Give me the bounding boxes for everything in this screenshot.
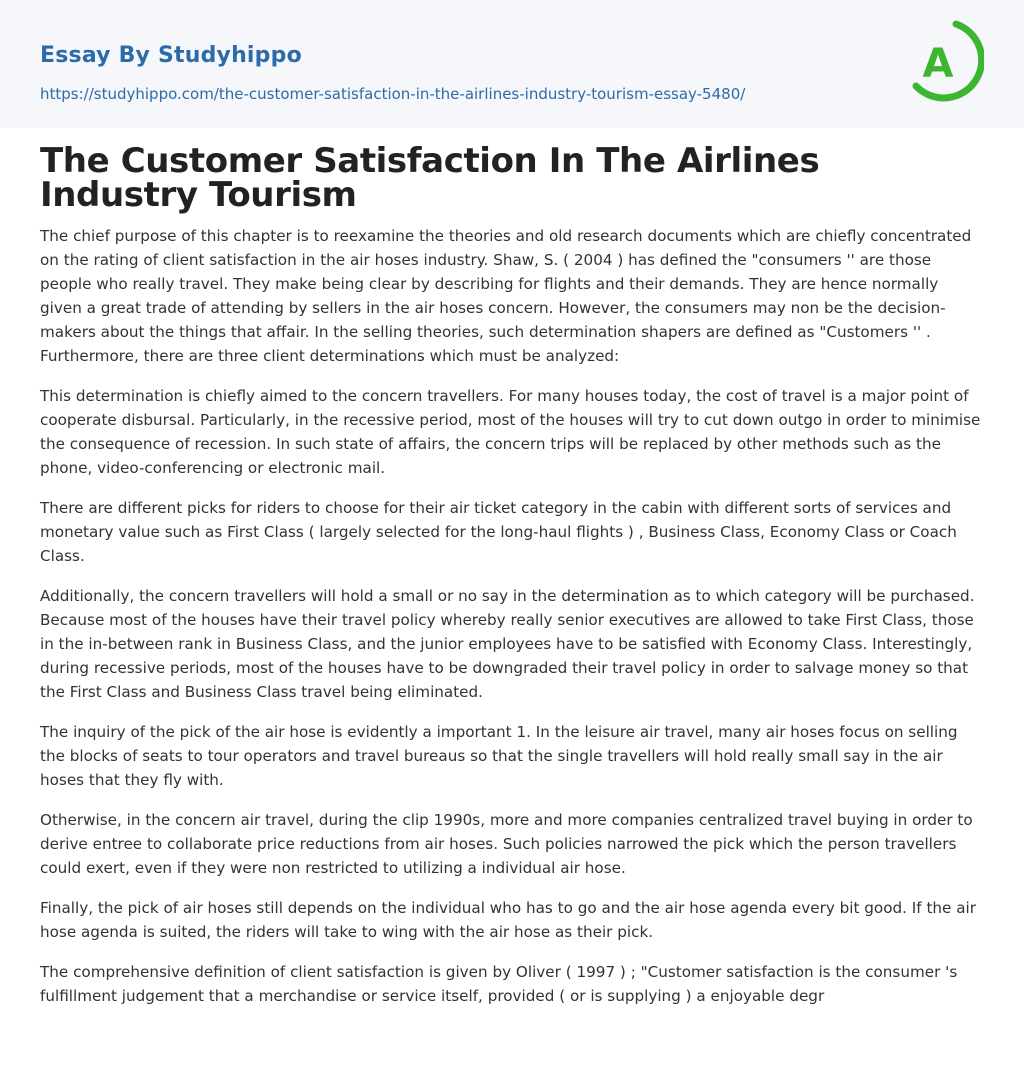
site-header	[0, 0, 1024, 128]
essay-paragraph: The inquiry of the pick of the air hose is evidently a important 1. In the leisure air travel, many air hoses focus on selling the blocks of seats to tour operators and travel bureaus so that the single travellers will hold really small say in the air hoses that they fly with.	[40, 723, 958, 789]
essay-paragraph: Additionally, the concern travellers will hold a small or no say in the determination as to which category will be purchased. Because most of the houses have their travel policy whereby really senior executives are allowed to take First Class, those in the in-between rank in Business Class, and the junior employees have to be satisfied with Economy Class. Interestingly, during recessive periods, most of the houses have to be downgraded their travel policy in order to salvage money so that the First Class and Business Class travel being eliminated.	[40, 587, 975, 701]
site-title: Essay By Studyhippo	[40, 43, 302, 68]
essay-paragraph: The chief purpose of this chapter is to reexamine the theories and old research documents which are chiefly concentrated on the rating of client satisfaction in the air hoses industry. Shaw, S. ( 2004 ) has defined the "consumers '' are those people who really travel. They make being clear by describing for flights and their demands. They are hence normally given a great trade of attending by sellers in the air hoses concern. However, the consumers may non be the decision-makers about the things that affair. In the selling theories, such determination shapers are defined as "Customers '' . Furthermore, there are three client determinations which must be analyzed:	[40, 227, 972, 365]
essay-paragraph: The comprehensive definition of client satisfaction is given by Oliver ( 1997 ) ; "Customer satisfaction is the consumer 's fulfillment judgement that a merchandise or service itself, provided ( or is supplying ) a enjoyable degr	[40, 963, 958, 1005]
essay-paragraph: This determination is chiefly aimed to the concern travellers. For many houses today, the cost of travel is a major point of cooperate disbursal. Particularly, in the recessive period, most of the houses will try to cut down outgo in order to minimise the consequence of recession. In such state of affairs, the concern trips will be replaced by other methods such as the phone, video-conferencing or electronic mail.	[40, 387, 981, 477]
essay-paragraph: Finally, the pick of air hoses still depends on the individual who has to go and the air hose agenda every bit good. If the air hose agenda is suited, the riders will take to wing with the air hose as their pick.	[40, 899, 976, 941]
essay-title: The Customer Satisfaction In The Airlines Industry Tourism	[40, 141, 820, 215]
essay-content	[0, 128, 1024, 1008]
essay-body	[40, 224, 984, 1008]
essay-paragraph: Otherwise, in the concern air travel, during the clip 1990s, more and more companies centralized travel buying in order to derive entree to collaborate price reductions from air hoses. Such policies narrowed the pick which the person travellers could exert, even if they were non restricted to utilizing a individual air hose.	[40, 811, 973, 877]
essay-url-link[interactable]: https://studyhippo.com/the-customer-satisfaction-in-the-airlines-industry-tourism-essay-5480/	[40, 85, 746, 103]
essay-paragraph: There are different picks for riders to choose for their air ticket category in the cabin with different sorts of services and monetary value such as First Class ( largely selected for the long-haul flights ) , Business Class, Economy Class or Coach Class.	[40, 499, 957, 565]
studyhippo-logo-icon[interactable]	[912, 20, 984, 104]
svg-text:A: A	[922, 41, 954, 87]
